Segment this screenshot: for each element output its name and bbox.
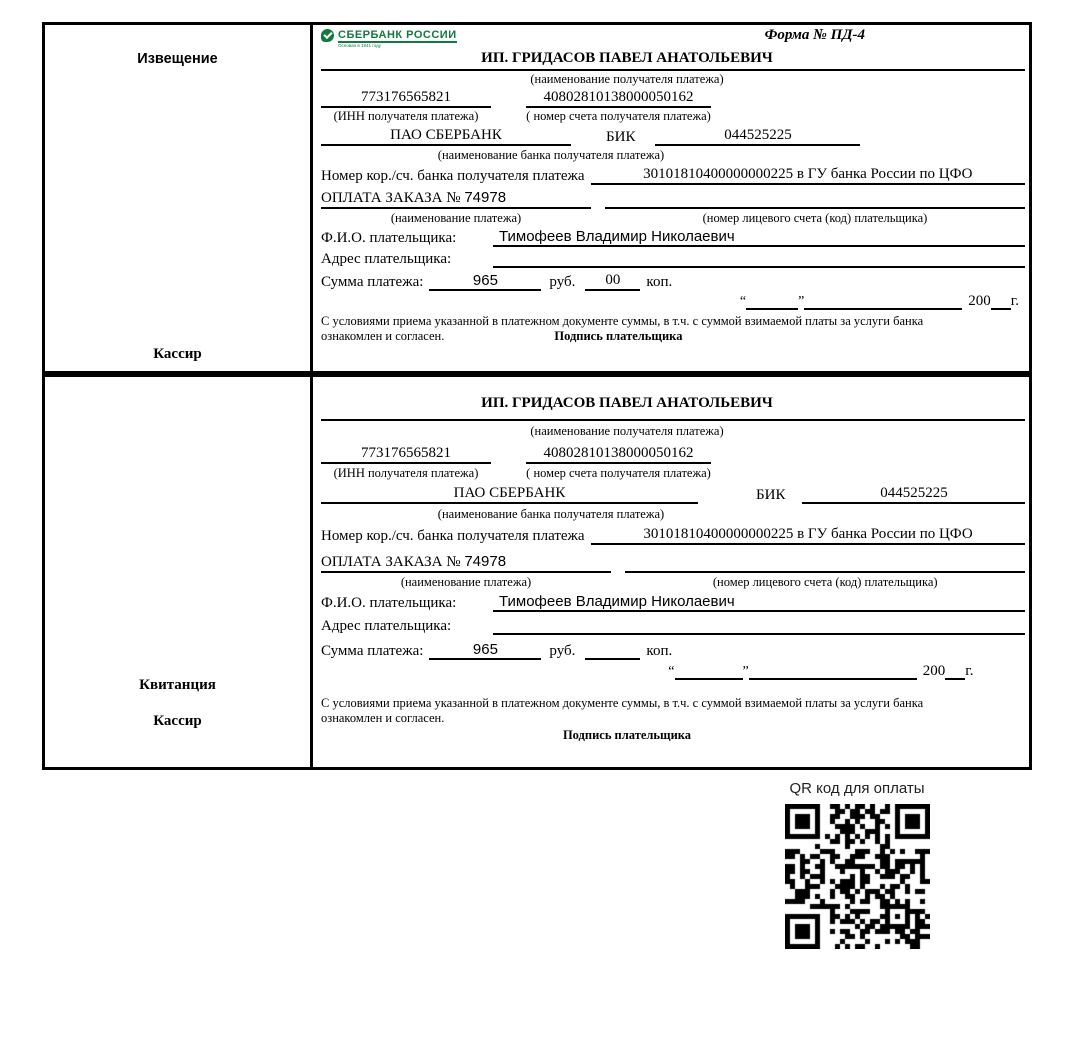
qr-code (785, 804, 930, 949)
signature-label: Подпись плательщика (554, 329, 683, 343)
inn-value: 773176565821 (321, 89, 491, 108)
bank-name-value: ПАО СБЕРБАНК (321, 127, 571, 146)
quote-open: “ (668, 664, 675, 679)
notice-slip (42, 22, 1032, 374)
caption-account: ( номер счета получателя платежа) (526, 466, 711, 480)
bank-name-value: ПАО СБЕРБАНК (321, 485, 698, 504)
year-field (991, 293, 1011, 310)
bik-label: БИК (606, 129, 636, 145)
inn-value: 773176565821 (321, 445, 491, 464)
receipt-stub-title: Квитанция (139, 677, 216, 693)
bik-value: 044525225 (655, 127, 860, 146)
personal-account-field (625, 556, 1025, 573)
inn-account-captions (321, 466, 1025, 481)
caption-purpose: (наименование платежа) (390, 211, 522, 225)
purpose-captions (321, 211, 1025, 226)
receipt-stub (45, 377, 313, 767)
korr-row (321, 166, 1025, 185)
notice-header (321, 27, 1025, 71)
caption-recipient: (наименование получателя платежа) (530, 424, 724, 438)
form-number-label: Форма № ПД-4 (764, 27, 865, 43)
caption-bank: (наименование банка получателя платежа) (437, 507, 665, 521)
order-number: 74978 (464, 189, 507, 206)
receipt-slip (42, 374, 1032, 770)
date-month-field (804, 293, 962, 310)
signature-label: Подпись плательщика (562, 728, 692, 742)
purpose-value (321, 553, 611, 573)
recipient-title: ИП. ГРИДАСОВ ПАВЕЛ АНАТОЛЬЕВИЧ (481, 395, 773, 411)
year-field (945, 663, 965, 680)
agreement-line1: С условиями приема указанной в платежном документе суммы, в т.ч. с суммой взимаемой платы за услуги банка (321, 314, 924, 328)
account-value: 40802810138000050162 (526, 89, 711, 108)
year-suffix: г. (1010, 293, 1019, 309)
korr-value: 30101810400000000225 в ГУ банка России по ЦФО (591, 166, 1025, 185)
sberbank-logo-icon (321, 29, 334, 42)
purpose-row (321, 553, 1025, 573)
korr-label: Номер кор./сч. банка получателя платежа (321, 168, 585, 184)
caption-bank: (наименование банка получателя платежа) (437, 148, 665, 162)
payer-name-value: Тимофеев Владимир Николаевич (493, 228, 1025, 247)
qr-section (778, 780, 936, 949)
purpose-text: ОПЛАТА ЗАКАЗА № (321, 190, 461, 206)
amount-kop-value (585, 643, 640, 660)
quote-close: ” (798, 294, 805, 309)
rub-label: руб. (549, 643, 576, 659)
caption-inn: (ИНН получателя платежа) (333, 109, 479, 123)
qr-label: QR код для оплаты (789, 780, 925, 797)
notice-stub (45, 25, 313, 371)
address-label: Адрес плательщика: (321, 251, 452, 267)
recipient-title: ИП. ГРИДАСОВ ПАВЕЛ АНАТОЛЬЕВИЧ (481, 50, 773, 66)
payer-address-value (493, 618, 1025, 635)
sum-label: Сумма платежа: (321, 274, 424, 290)
caption-account: ( номер счета получателя платежа) (526, 109, 711, 123)
payer-name-value: Тимофеев Владимир Николаевич (493, 593, 1025, 612)
bank-row (321, 485, 1025, 504)
caption-personal-account: (номер лицевого счета (код) плательщика) (712, 575, 938, 589)
year-prefix: 200 (922, 663, 946, 679)
caption-inn: (ИНН получателя платежа) (333, 466, 479, 480)
korr-row (321, 526, 1025, 545)
purpose-value (321, 189, 591, 209)
agreement-block (321, 314, 1025, 344)
kop-label: коп. (646, 274, 673, 290)
address-row (321, 618, 1025, 635)
kop-label: коп. (646, 643, 673, 659)
notice-content (313, 25, 1029, 371)
fio-row (321, 593, 1025, 612)
inn-account-captions (321, 109, 1025, 124)
address-label: Адрес плательщика: (321, 618, 452, 634)
fio-label: Ф.И.О. плательщика: (321, 230, 457, 246)
order-number: 74978 (464, 553, 507, 570)
cashier-label: Кассир (153, 346, 202, 362)
inn-account-row (321, 89, 1025, 108)
agreement-line2: ознакомлен и согласен. (321, 711, 445, 725)
caption-recipient: (наименование получателя платежа) (530, 72, 724, 86)
sberbank-logo-tagline: Основан в 1841 году (338, 43, 382, 48)
date-day-field (746, 293, 798, 310)
agreement-line1: С условиями приема указанной в платежном документе суммы, в т.ч. с суммой взимаемой платы за услуги банка (321, 696, 924, 710)
agreement-block (321, 696, 1025, 743)
sum-row (321, 272, 1025, 291)
year-suffix: г. (965, 663, 974, 679)
caption-purpose: (наименование платежа) (400, 575, 532, 589)
receipt-content (313, 377, 1029, 767)
date-month-field (749, 663, 917, 680)
account-value: 40802810138000050162 (526, 445, 711, 464)
sum-row (321, 641, 1025, 660)
date-row (321, 293, 1019, 310)
payer-address-value (493, 251, 1025, 268)
address-row (321, 251, 1025, 268)
quote-close: ” (742, 664, 749, 679)
sberbank-logo (321, 29, 457, 48)
rub-label: руб. (549, 274, 576, 290)
amount-kop-value: 00 (585, 272, 640, 291)
date-row (321, 663, 973, 680)
fio-label: Ф.И.О. плательщика: (321, 595, 457, 611)
amount-rub-value: 965 (429, 641, 541, 660)
korr-value: 30101810400000000225 в ГУ банка России по ЦФО (591, 526, 1026, 545)
amount-rub-value: 965 (429, 272, 541, 291)
agreement-line2: ознакомлен и согласен. (321, 329, 445, 343)
personal-account-field (605, 192, 1025, 209)
purpose-captions (321, 575, 1025, 590)
notice-stub-title: Извещение (137, 51, 218, 67)
korr-label: Номер кор./сч. банка получателя платежа (321, 528, 585, 544)
year-prefix: 200 (968, 293, 991, 309)
caption-personal-account: (номер лицевого счета (код) плательщика) (702, 211, 928, 225)
quote-open: “ (739, 294, 747, 309)
inn-account-row (321, 445, 1025, 464)
purpose-text: ОПЛАТА ЗАКАЗА № (321, 554, 461, 570)
bik-value: 044525225 (802, 485, 1025, 504)
bik-label: БИК (756, 487, 786, 503)
cashier-label: Кассир (153, 713, 202, 729)
bank-row (321, 127, 1025, 146)
fio-row (321, 228, 1025, 247)
sberbank-logo-text: СБЕРБАНК РОССИИ (338, 29, 457, 41)
purpose-row (321, 189, 1025, 209)
sum-label: Сумма платежа: (321, 643, 424, 659)
receipt-header (321, 395, 1025, 421)
date-day-field (675, 663, 743, 680)
